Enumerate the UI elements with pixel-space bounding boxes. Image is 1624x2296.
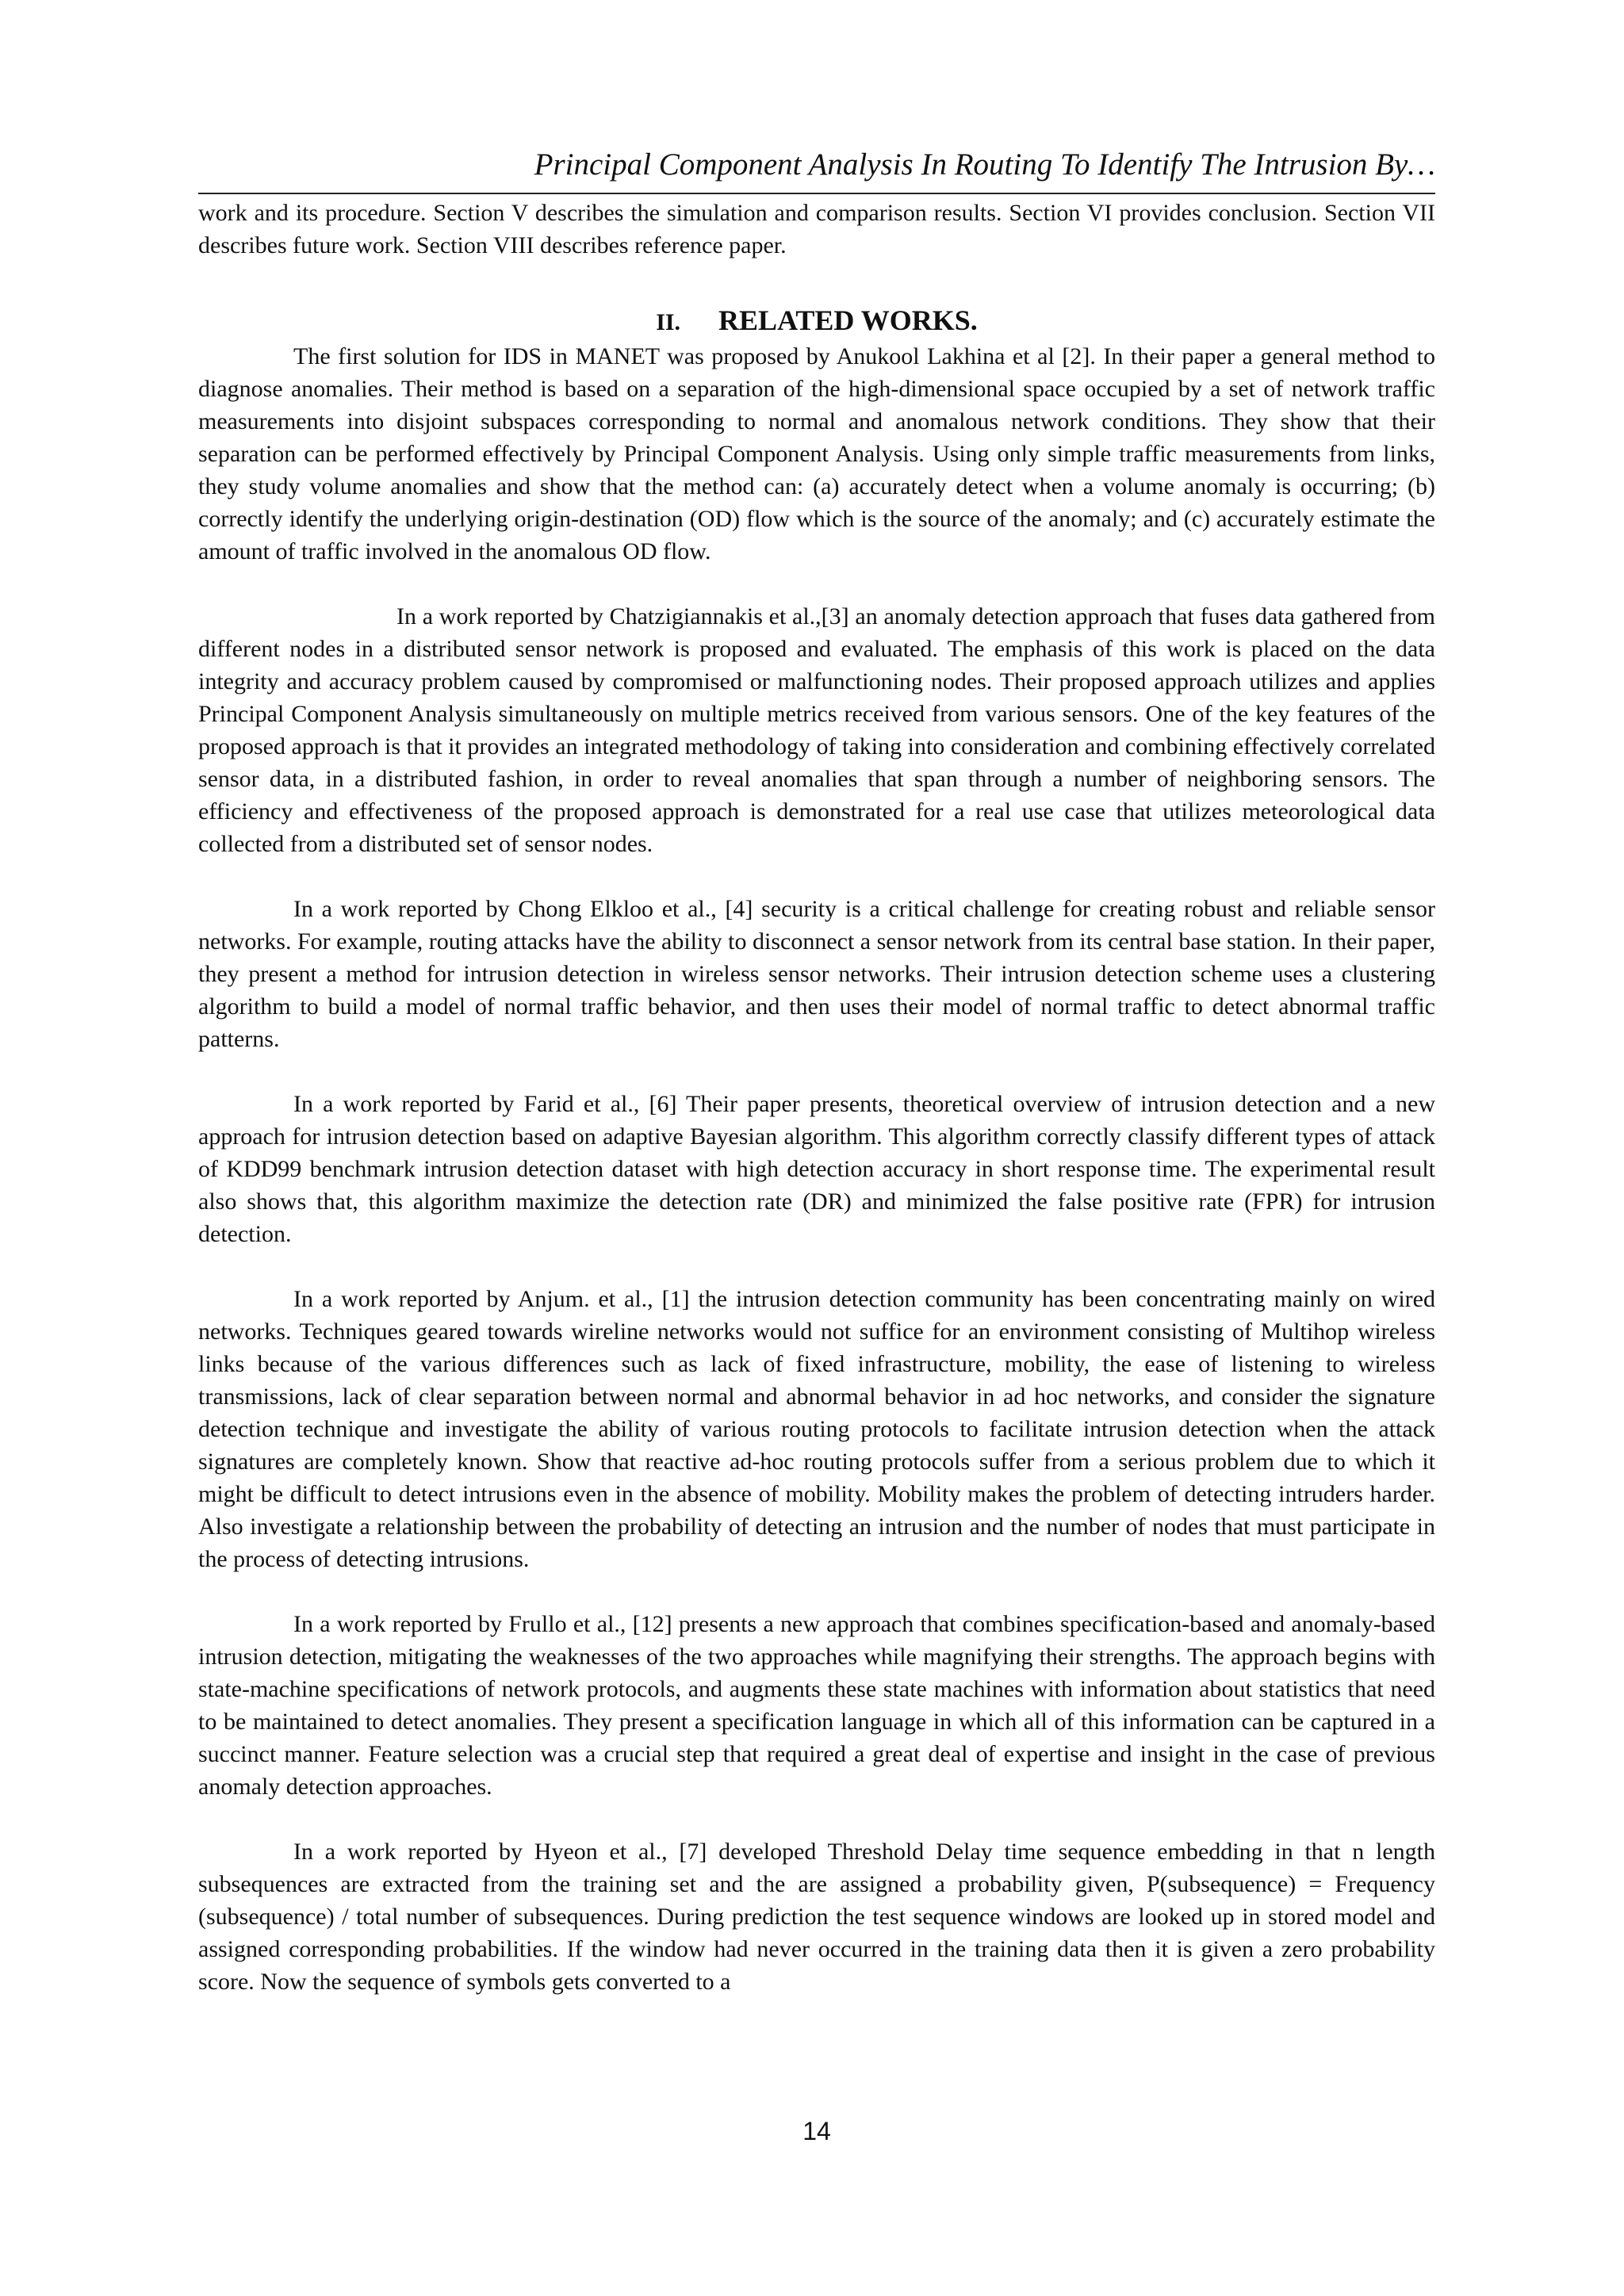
paragraph-lakhina: The first solution for IDS in MANET was proposed by Anukool Lakhina et al [2]. In their paper a general method to diagnose anomalies. Their method is based on a separation of the high-dimensional space occupied by a set of network traffic measurements into disjoint subspaces corresponding to normal and anomalous network conditions. They show that their separation can be performed effectively by Principal Component Analysis. Using only simple traffic measurements from links, they study volume anomalies and show that the method can: (a) accurately detect when a volume anomaly is occurring; (b) correctly identify the underlying origin-destination (OD) flow which is the source of the anomaly; and (c) accurately estimate the amount of traffic involved in the anomalous OD flow. [198, 343, 1435, 564]
section-heading [198, 303, 1435, 340]
paragraph-anjum: In a work reported by Anjum. et al., [1] the intrusion detection community has been concentrating mainly on wired networks. Techniques geared towards wireline networks would not suffice for an environment consisting of Multihop wireless links because of the various differences such as lack of fixed infrastructure, mobility, the ease of listening to wireless transmissions, lack of clear separation between normal and abnormal behavior in ad hoc networks, and consider the signature detection technique and investigate the ability of various routing protocols to facilitate intrusion detection when the attack signatures are completely known. Show that reactive ad-hoc routing protocols suffer from a serious problem due to which it might be difficult to detect intrusions even in the absence of mobility. Mobility makes the problem of detecting intruders harder. Also investigate a relationship between the probability of detecting an intrusion and the number of nodes that must participate in the process of detecting intrusions. [198, 1286, 1435, 1572]
paragraph-farid: In a work reported by Farid et al., [6] Their paper presents, theoretical overview of intrusion detection and a new approach for intrusion detection based on adaptive Bayesian algorithm. This algorithm correctly classify different types of attack of KDD99 benchmark intrusion detection dataset with high detection accuracy in short response time. The experimental result also shows that, this algorithm maximize the detection rate (DR) and minimized the false positive rate (FPR) for intrusion detection. [198, 1091, 1435, 1247]
paragraph-hyeon: In a work reported by Hyeon et al., [7] developed Threshold Delay time sequence embedding in that n length subsequences are extracted from the training set and the are assigned a probability given, P(subsequence) = Frequency (subsequence) / total number of subsequences. During prediction the test sequence windows are looked up in stored model and assigned corresponding probabilities. If the window had never occurred in the training data then it is given a zero probability score. Now the sequence of symbols gets converted to a [198, 1839, 1435, 1995]
section-number: II. [656, 309, 681, 335]
paragraph-intro: work and its procedure. Section V describes the simulation and comparison results. Section VI provides conclusion. Section VII describes future work. Section VIII describes reference paper. [198, 200, 1435, 258]
body-text [198, 197, 1435, 1998]
paragraph-frullo: In a work reported by Frullo et al., [12] presents a new approach that combines specification-based and anomaly-based intrusion detection, mitigating the weaknesses of the two approaches while magnifying their strengths. The approach begins with state-machine specifications of network protocols, and augments these state machines with information about statistics that need to be maintained to detect anomalies. They present a specification language in which all of this information can be captured in a succinct manner. Feature selection was a crucial step that required a great deal of expertise and insight in the case of previous anomaly detection approaches. [198, 1611, 1435, 1800]
section-title: RELATED WORKS. [718, 304, 978, 336]
header-rule [198, 193, 1435, 194]
paragraph-chatzigiannakis: In a work reported by Chatzigiannakis et al.,[3] an anomaly detection approach that fuses data gathered from different nodes in a distributed sensor network is proposed and evaluated. The emphasis of this work is placed on the data integrity and accuracy problem caused by compromised or malfunctioning nodes. Their proposed approach utilizes and applies Principal Component Analysis simultaneously on multiple metrics received from various sensors. One of the key features of the proposed approach is that it provides an integrated methodology of taking into consideration and combining effectively correlated sensor data, in a distributed fashion, in order to reveal anomalies that span through a number of neighboring sensors. The efficiency and effectiveness of the proposed approach is demonstrated for a real use case that utilizes meteorological data collected from a distributed set of sensor nodes. [198, 603, 1435, 857]
paragraph-chong-elkloo: In a work reported by Chong Elkloo et al., [4] security is a critical challenge for creating robust and reliable sensor networks. For example, routing attacks have the ability to disconnect a sensor network from its central base station. In their paper, they present a method for intrusion detection in wireless sensor networks. Their intrusion detection scheme uses a clustering algorithm to build a model of normal traffic behavior, and then uses their model of normal traffic to detect abnormal traffic patterns. [198, 896, 1436, 1052]
page-number: 14 [802, 2117, 831, 2145]
running-header: Principal Component Analysis In Routing To Identify The Intrusion By… [534, 147, 1435, 182]
paper-page [198, 0, 1435, 2296]
